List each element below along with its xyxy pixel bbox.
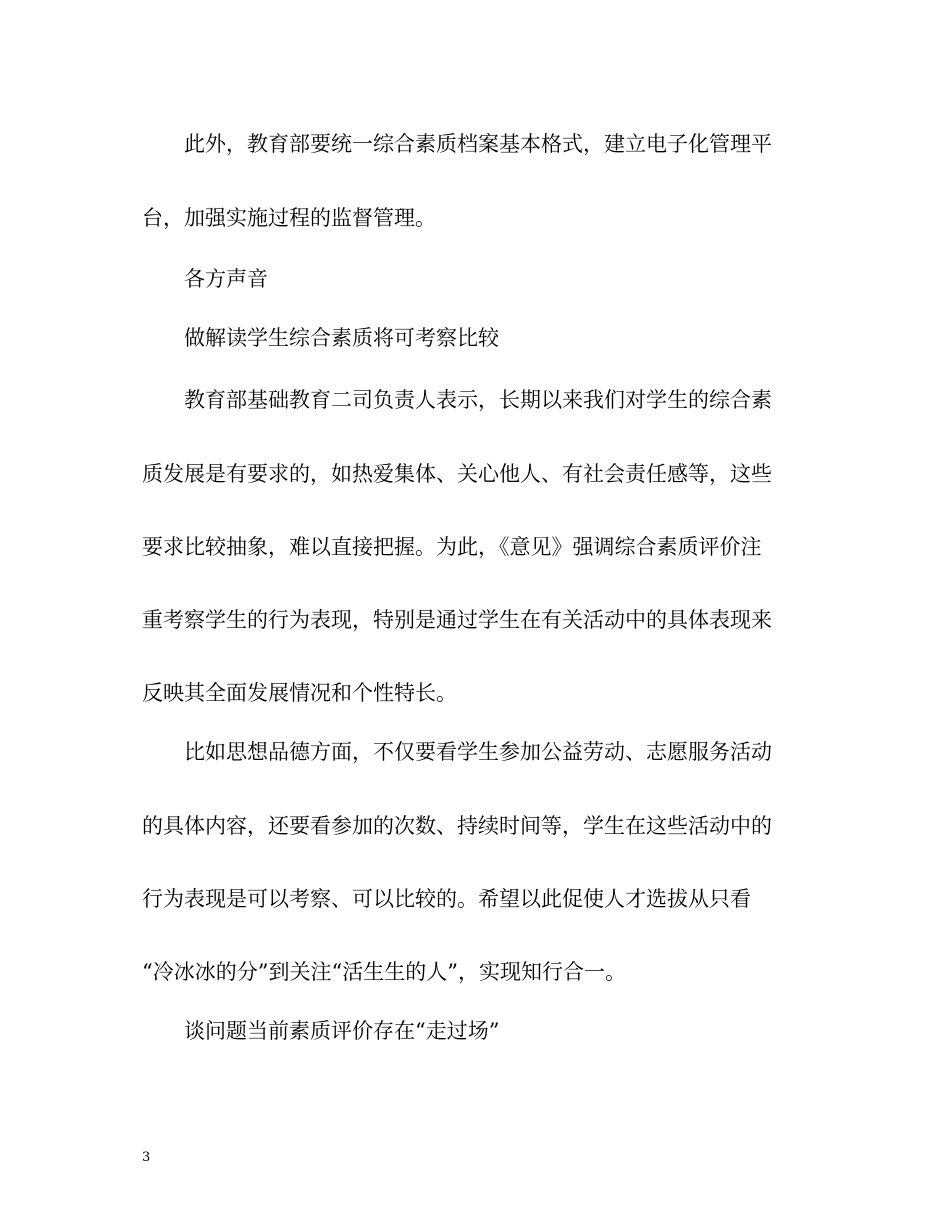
paragraph-line: 重考察学生的行为表现，特别是通过学生在有关活动中的具体表现来	[142, 608, 772, 632]
paragraph-line: 质发展是有要求的，如热爱集体、关心他人、有社会责任感等，这些	[142, 462, 772, 486]
sub-heading: 谈问题当前素质评价存在“走过场”	[184, 1019, 500, 1043]
page-number: 3	[142, 1150, 151, 1165]
section-heading: 各方声音	[184, 267, 268, 291]
paragraph-line: 教育部基础教育二司负责人表示，长期以来我们对学生的综合素	[184, 388, 772, 412]
paragraph-line: 要求比较抽象，难以直接把握。为此，《意见》强调综合素质评价注	[142, 535, 762, 559]
paragraph-line: 行为表现是可以考察、可以比较的。希望以此促使人才选拔从只看	[142, 887, 751, 911]
paragraph-line: 比如思想品德方面，不仅要看学生参加公益劳动、志愿服务活动	[184, 740, 772, 764]
paragraph-line: 反映其全面发展情况和个性特长。	[142, 681, 457, 705]
paragraph-line: 此外，教育部要统一综合素质档案基本格式，建立电子化管理平	[184, 132, 772, 156]
paragraph-line: “冷冰冰的分”到关注“活生生的人”，实现知行合一。	[142, 960, 626, 984]
sub-heading: 做解读学生综合素质将可考察比较	[184, 326, 499, 350]
paragraph-line: 台，加强实施过程的监督管理。	[142, 206, 436, 230]
paragraph-line: 的具体内容，还要看参加的次数、持续时间等，学生在这些活动中的	[142, 814, 772, 838]
